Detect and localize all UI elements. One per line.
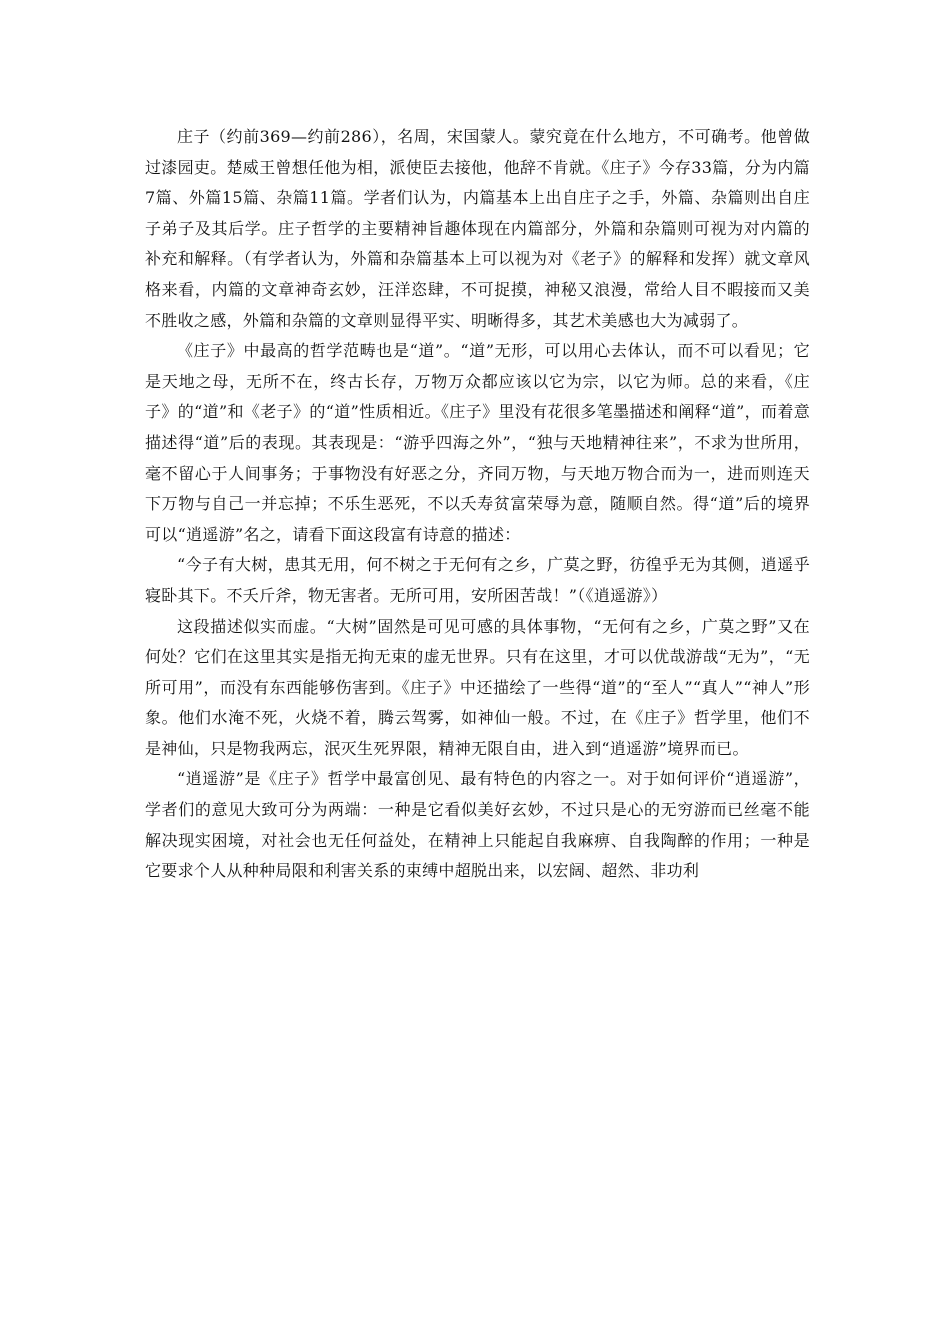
paragraph-analysis: 这段描述似实而虚。“大树”固然是可见可感的具体事物，“无何有之乡，广莫之野”又在何处？它们在这里其实是指无拘无束的虚无世界。只有在这里，才可以优哉游哉“无为”，“无所可用”，而没有东西能够伤害到。《庄子》中还描绘了一些得“道”的“至人”“真人”“神人”形象。他们水淹不死，火烧不着，腾云驾雾，如神仙一般。不过，在《庄子》哲学里，他们不是神仙，只是物我两忘，泯灭生死界限，精神无限自由，进入到“逍遥游”境界而已。 bbox=[145, 616, 810, 758]
paragraph-evaluation: “逍遥游”是《庄子》哲学中最富创见、最有特色的内容之一。对于如何评价“逍遥游”，学者们的意见大致可分为两端：一种是它看似美好玄妙，不过只是心的无穷游而已丝毫不能解决现实困境，对社会也无任何益处，在精神上只能起自我麻痹、自我陶醉的作用；一种是它要求个人从种种局限和利害关系的束缚中超脱出来，以宏阔、超然、非功利 bbox=[145, 769, 810, 881]
paragraph-dao-concept: 《庄子》中最高的哲学范畴也是“道”。“道”无形，可以用心去体认，而不可以看见；它是天地之母，无所不在，终古长存，万物万众都应该以它为宗，以它为师。总的来看，《庄子》的“道”和《老子》的“道”性质相近。《庄子》里没有花很多笔墨描述和阐释“道”，而着意描述得“道”后的表现。其表现是：“游乎四海之外”，“独与天地精神往来”，不求为世所用，毫不留心于人间事务；于事物没有好恶之分，齐同万物，与天地万物合而为一，进而则连天下万物与自己一并忘掉；不乐生恶死，不以夭寿贫富荣辱为意，随顺自然。得“道”后的境界可以“逍遥游”名之，请看下面这段富有诗意的描述： bbox=[145, 341, 810, 544]
paragraph-quotation: “今子有大树，患其无用，何不树之于无何有之乡，广莫之野，彷徨乎无为其侧，逍遥乎寝卧其下。不夭斤斧，物无害者。无所可用，安所困苦哉！”（《逍遥游》） bbox=[145, 555, 810, 605]
document-body bbox=[145, 122, 810, 887]
paragraph-zhuangzi-biography: 庄子（约前369—约前286），名周，宋国蒙人。蒙究竟在什么地方，不可确考。他曾做过漆园吏。楚威王曾想任他为相，派使臣去接他，他辞不肯就。《庄子》今存33篇，分为内篇7篇、外篇15篇、杂篇11篇。学者们认为，内篇基本上出自庄子之手，外篇、杂篇则出自庄子弟子及其后学。庄子哲学的主要精神旨趣体现在内篇部分，外篇和杂篇则可视为对内篇的补充和解释。（有学者认为，外篇和杂篇基本上可以视为对《老子》的解释和发挥）就文章风格来看，内篇的文章神奇玄妙，汪洋恣肆，不可捉摸，神秘又浪漫，常给人目不暇接而又美不胜收之感，外篇和杂篇的文章则显得平实、明晰得多，其艺术美感也大为减弱了。 bbox=[145, 127, 810, 330]
